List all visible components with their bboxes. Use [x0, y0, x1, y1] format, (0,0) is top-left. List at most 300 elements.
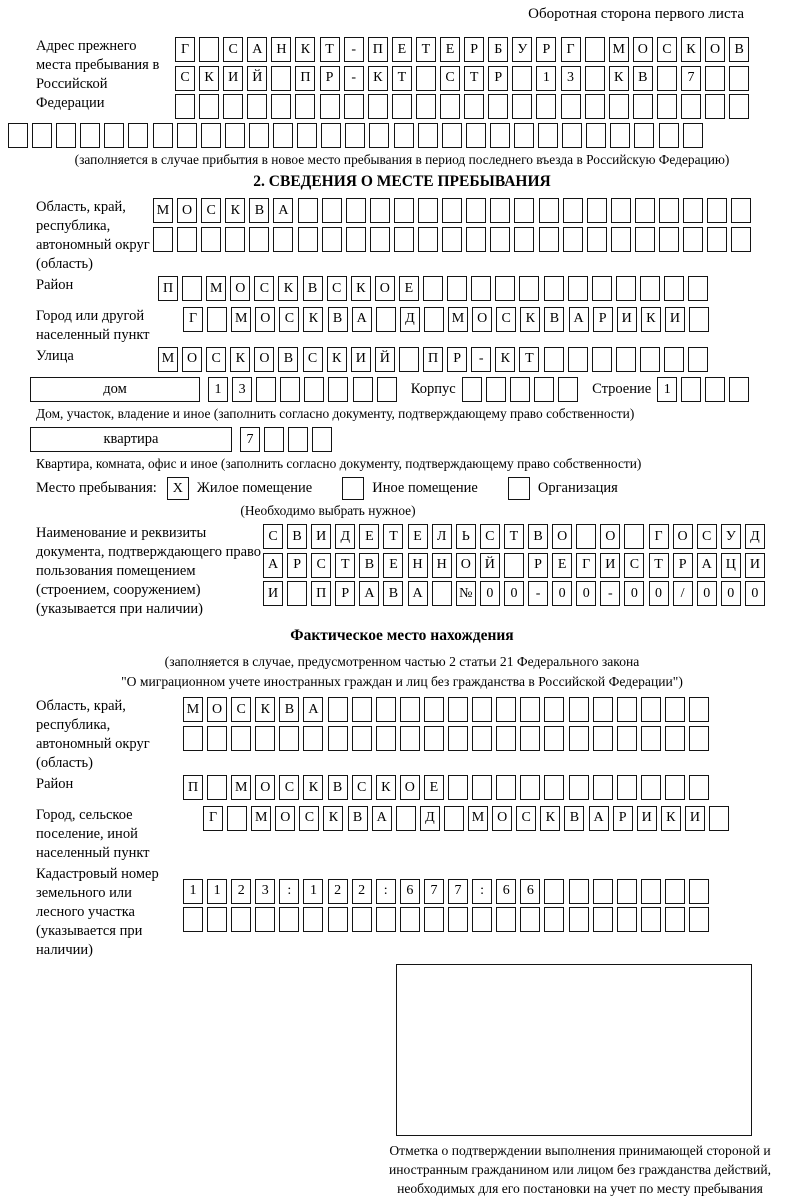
- char-box[interactable]: [370, 227, 390, 252]
- char-box[interactable]: [346, 198, 366, 223]
- char-box[interactable]: -: [600, 581, 620, 606]
- char-box[interactable]: [731, 227, 751, 252]
- char-box[interactable]: [611, 198, 631, 223]
- char-box[interactable]: Е: [440, 37, 460, 62]
- char-box[interactable]: И: [600, 553, 620, 578]
- char-box[interactable]: Р: [673, 553, 693, 578]
- char-box[interactable]: Г: [576, 553, 596, 578]
- char-box[interactable]: П: [423, 347, 443, 372]
- char-box[interactable]: [207, 307, 227, 332]
- char-box[interactable]: С: [440, 66, 460, 91]
- char-box[interactable]: [641, 697, 661, 722]
- char-box[interactable]: [288, 427, 308, 452]
- char-box[interactable]: С: [201, 198, 221, 223]
- char-box[interactable]: В: [279, 697, 299, 722]
- char-box[interactable]: [705, 94, 725, 119]
- char-box[interactable]: Р: [335, 581, 355, 606]
- char-box[interactable]: [688, 276, 708, 301]
- char-box[interactable]: [586, 123, 606, 148]
- char-box[interactable]: [731, 198, 751, 223]
- char-box[interactable]: Н: [408, 553, 428, 578]
- char-box[interactable]: [297, 123, 317, 148]
- char-box[interactable]: [153, 227, 173, 252]
- char-box[interactable]: -: [344, 37, 364, 62]
- char-box[interactable]: [592, 276, 612, 301]
- char-box[interactable]: [399, 347, 419, 372]
- char-box[interactable]: 0: [624, 581, 644, 606]
- char-box[interactable]: [538, 123, 558, 148]
- char-box[interactable]: [287, 581, 307, 606]
- char-box[interactable]: 6: [520, 879, 540, 904]
- char-box[interactable]: [271, 94, 291, 119]
- char-box[interactable]: 6: [400, 879, 420, 904]
- char-box[interactable]: -: [528, 581, 548, 606]
- char-box[interactable]: [418, 227, 438, 252]
- char-box[interactable]: [544, 726, 564, 751]
- char-box[interactable]: У: [721, 524, 741, 549]
- char-box[interactable]: [328, 726, 348, 751]
- char-box[interactable]: [279, 726, 299, 751]
- char-box[interactable]: И: [351, 347, 371, 372]
- char-box[interactable]: -: [344, 66, 364, 91]
- char-box[interactable]: /: [673, 581, 693, 606]
- char-box[interactable]: [569, 775, 589, 800]
- char-box[interactable]: В: [278, 347, 298, 372]
- char-box[interactable]: [592, 347, 612, 372]
- char-box[interactable]: [442, 198, 462, 223]
- char-box[interactable]: [442, 227, 462, 252]
- char-box[interactable]: [104, 123, 124, 148]
- char-box[interactable]: [199, 37, 219, 62]
- char-box[interactable]: А: [303, 697, 323, 722]
- char-box[interactable]: [418, 123, 438, 148]
- char-box[interactable]: [416, 94, 436, 119]
- char-box[interactable]: [352, 697, 372, 722]
- char-box[interactable]: [369, 123, 389, 148]
- char-box[interactable]: [659, 123, 679, 148]
- char-box[interactable]: [255, 907, 275, 932]
- char-box[interactable]: [544, 347, 564, 372]
- char-box[interactable]: [569, 697, 589, 722]
- char-box[interactable]: [207, 726, 227, 751]
- char-box[interactable]: М: [206, 276, 226, 301]
- char-box[interactable]: [199, 94, 219, 119]
- char-box[interactable]: [392, 94, 412, 119]
- char-box[interactable]: Й: [480, 553, 500, 578]
- char-box[interactable]: [520, 775, 540, 800]
- char-box[interactable]: [657, 66, 677, 91]
- char-box[interactable]: [689, 775, 709, 800]
- char-box[interactable]: Г: [175, 37, 195, 62]
- char-box[interactable]: 0: [504, 581, 524, 606]
- char-box[interactable]: К: [278, 276, 298, 301]
- char-box[interactable]: [683, 227, 703, 252]
- char-box[interactable]: [440, 94, 460, 119]
- char-box[interactable]: А: [247, 37, 267, 62]
- char-box[interactable]: [280, 377, 300, 402]
- char-box[interactable]: [486, 377, 506, 402]
- char-box[interactable]: 3: [232, 377, 252, 402]
- char-box[interactable]: Р: [613, 806, 633, 831]
- char-box[interactable]: И: [685, 806, 705, 831]
- char-box[interactable]: [641, 726, 661, 751]
- checkbox-other-premises[interactable]: [342, 477, 364, 500]
- char-box[interactable]: [617, 775, 637, 800]
- char-box[interactable]: [640, 347, 660, 372]
- char-box[interactable]: В: [528, 524, 548, 549]
- char-box[interactable]: С: [352, 775, 372, 800]
- char-box[interactable]: [587, 227, 607, 252]
- char-box[interactable]: :: [472, 879, 492, 904]
- char-box[interactable]: [303, 726, 323, 751]
- char-box[interactable]: [496, 775, 516, 800]
- char-box[interactable]: [448, 697, 468, 722]
- char-box[interactable]: А: [359, 581, 379, 606]
- char-box[interactable]: [616, 276, 636, 301]
- char-box[interactable]: [609, 94, 629, 119]
- char-box[interactable]: Т: [392, 66, 412, 91]
- char-box[interactable]: О: [673, 524, 693, 549]
- char-box[interactable]: [514, 227, 534, 252]
- char-box[interactable]: [562, 123, 582, 148]
- char-box[interactable]: А: [352, 307, 372, 332]
- char-box[interactable]: [539, 198, 559, 223]
- char-box[interactable]: Е: [399, 276, 419, 301]
- char-box[interactable]: [729, 66, 749, 91]
- char-box[interactable]: [585, 66, 605, 91]
- char-box[interactable]: [488, 94, 508, 119]
- apartment-type-box[interactable]: [30, 427, 232, 452]
- char-box[interactable]: Т: [519, 347, 539, 372]
- char-box[interactable]: С: [657, 37, 677, 62]
- char-box[interactable]: 2: [328, 879, 348, 904]
- char-box[interactable]: [610, 123, 630, 148]
- char-box[interactable]: 0: [552, 581, 572, 606]
- char-box[interactable]: С: [516, 806, 536, 831]
- char-box[interactable]: [514, 123, 534, 148]
- char-box[interactable]: Г: [203, 806, 223, 831]
- char-box[interactable]: -: [471, 347, 491, 372]
- char-box[interactable]: К: [540, 806, 560, 831]
- char-box[interactable]: [352, 726, 372, 751]
- char-box[interactable]: С: [303, 347, 323, 372]
- char-box[interactable]: [8, 123, 28, 148]
- char-box[interactable]: 1: [536, 66, 556, 91]
- char-box[interactable]: [279, 907, 299, 932]
- char-box[interactable]: [448, 726, 468, 751]
- char-box[interactable]: [472, 775, 492, 800]
- char-box[interactable]: [510, 377, 530, 402]
- char-box[interactable]: П: [295, 66, 315, 91]
- char-box[interactable]: С: [206, 347, 226, 372]
- char-box[interactable]: [688, 347, 708, 372]
- char-box[interactable]: [424, 907, 444, 932]
- char-box[interactable]: А: [408, 581, 428, 606]
- char-box[interactable]: 1: [657, 377, 677, 402]
- checkbox-organization[interactable]: [508, 477, 530, 500]
- char-box[interactable]: К: [295, 37, 315, 62]
- char-box[interactable]: [472, 907, 492, 932]
- char-box[interactable]: Р: [536, 37, 556, 62]
- char-box[interactable]: О: [633, 37, 653, 62]
- char-box[interactable]: [448, 775, 468, 800]
- char-box[interactable]: О: [275, 806, 295, 831]
- char-box[interactable]: [183, 907, 203, 932]
- char-box[interactable]: Т: [504, 524, 524, 549]
- char-box[interactable]: [321, 123, 341, 148]
- char-box[interactable]: О: [492, 806, 512, 831]
- char-box[interactable]: [568, 347, 588, 372]
- char-box[interactable]: [328, 377, 348, 402]
- char-box[interactable]: А: [372, 806, 392, 831]
- char-box[interactable]: О: [254, 347, 274, 372]
- char-box[interactable]: [633, 94, 653, 119]
- char-box[interactable]: А: [263, 553, 283, 578]
- char-box[interactable]: [353, 377, 373, 402]
- char-box[interactable]: [264, 427, 284, 452]
- char-box[interactable]: [641, 775, 661, 800]
- char-box[interactable]: Б: [488, 37, 508, 62]
- char-box[interactable]: [611, 227, 631, 252]
- char-box[interactable]: И: [263, 581, 283, 606]
- char-box[interactable]: [472, 697, 492, 722]
- char-box[interactable]: [376, 307, 396, 332]
- char-box[interactable]: [514, 198, 534, 223]
- char-box[interactable]: Д: [420, 806, 440, 831]
- char-box[interactable]: [328, 907, 348, 932]
- char-box[interactable]: [56, 123, 76, 148]
- char-box[interactable]: В: [249, 198, 269, 223]
- char-box[interactable]: Р: [488, 66, 508, 91]
- char-box[interactable]: [689, 879, 709, 904]
- char-box[interactable]: [377, 377, 397, 402]
- char-box[interactable]: [466, 123, 486, 148]
- char-box[interactable]: [707, 198, 727, 223]
- char-box[interactable]: [665, 907, 685, 932]
- char-box[interactable]: Р: [528, 553, 548, 578]
- char-box[interactable]: [536, 94, 556, 119]
- char-box[interactable]: М: [468, 806, 488, 831]
- char-box[interactable]: [177, 227, 197, 252]
- char-box[interactable]: Е: [552, 553, 572, 578]
- char-box[interactable]: Г: [561, 37, 581, 62]
- char-box[interactable]: К: [255, 697, 275, 722]
- char-box[interactable]: [616, 347, 636, 372]
- char-box[interactable]: Т: [649, 553, 669, 578]
- char-box[interactable]: [256, 377, 276, 402]
- char-box[interactable]: Т: [335, 553, 355, 578]
- char-box[interactable]: М: [609, 37, 629, 62]
- char-box[interactable]: В: [328, 775, 348, 800]
- char-box[interactable]: [490, 198, 510, 223]
- char-box[interactable]: Е: [408, 524, 428, 549]
- char-box[interactable]: [394, 198, 414, 223]
- char-box[interactable]: [681, 377, 701, 402]
- char-box[interactable]: Р: [447, 347, 467, 372]
- char-box[interactable]: О: [230, 276, 250, 301]
- char-box[interactable]: [576, 524, 596, 549]
- char-box[interactable]: 1: [207, 879, 227, 904]
- char-box[interactable]: [512, 94, 532, 119]
- char-box[interactable]: [255, 726, 275, 751]
- char-box[interactable]: С: [299, 806, 319, 831]
- char-box[interactable]: [617, 879, 637, 904]
- char-box[interactable]: С: [279, 775, 299, 800]
- char-box[interactable]: О: [207, 697, 227, 722]
- char-box[interactable]: О: [182, 347, 202, 372]
- char-box[interactable]: [683, 123, 703, 148]
- char-box[interactable]: Р: [464, 37, 484, 62]
- char-box[interactable]: Й: [375, 347, 395, 372]
- char-box[interactable]: В: [729, 37, 749, 62]
- char-box[interactable]: [394, 123, 414, 148]
- char-box[interactable]: [490, 123, 510, 148]
- char-box[interactable]: Т: [383, 524, 403, 549]
- char-box[interactable]: Р: [287, 553, 307, 578]
- char-box[interactable]: С: [327, 276, 347, 301]
- char-box[interactable]: 7: [240, 427, 260, 452]
- char-box[interactable]: М: [153, 198, 173, 223]
- char-box[interactable]: 3: [561, 66, 581, 91]
- char-box[interactable]: К: [495, 347, 515, 372]
- char-box[interactable]: О: [177, 198, 197, 223]
- char-box[interactable]: Ц: [721, 553, 741, 578]
- char-box[interactable]: И: [617, 307, 637, 332]
- char-box[interactable]: [400, 907, 420, 932]
- char-box[interactable]: [665, 775, 685, 800]
- char-box[interactable]: Н: [432, 553, 452, 578]
- char-box[interactable]: [394, 227, 414, 252]
- char-box[interactable]: Е: [383, 553, 403, 578]
- char-box[interactable]: [635, 227, 655, 252]
- char-box[interactable]: [183, 726, 203, 751]
- char-box[interactable]: [569, 907, 589, 932]
- char-box[interactable]: [345, 123, 365, 148]
- char-box[interactable]: 2: [352, 879, 372, 904]
- char-box[interactable]: [585, 37, 605, 62]
- char-box[interactable]: [466, 227, 486, 252]
- char-box[interactable]: [496, 697, 516, 722]
- char-box[interactable]: Е: [424, 775, 444, 800]
- char-box[interactable]: К: [225, 198, 245, 223]
- char-box[interactable]: И: [665, 307, 685, 332]
- char-box[interactable]: Р: [320, 66, 340, 91]
- char-box[interactable]: Й: [247, 66, 267, 91]
- char-box[interactable]: С: [697, 524, 717, 549]
- char-box[interactable]: 1: [183, 879, 203, 904]
- char-box[interactable]: [534, 377, 554, 402]
- char-box[interactable]: [416, 66, 436, 91]
- char-box[interactable]: И: [745, 553, 765, 578]
- char-box[interactable]: В: [328, 307, 348, 332]
- char-box[interactable]: [298, 198, 318, 223]
- char-box[interactable]: [231, 726, 251, 751]
- char-box[interactable]: [249, 123, 269, 148]
- char-box[interactable]: Р: [593, 307, 613, 332]
- char-box[interactable]: У: [512, 37, 532, 62]
- char-box[interactable]: [568, 276, 588, 301]
- char-box[interactable]: К: [641, 307, 661, 332]
- char-box[interactable]: С: [263, 524, 283, 549]
- char-box[interactable]: [683, 198, 703, 223]
- char-box[interactable]: В: [383, 581, 403, 606]
- char-box[interactable]: [709, 806, 729, 831]
- char-box[interactable]: [223, 94, 243, 119]
- char-box[interactable]: М: [158, 347, 178, 372]
- char-box[interactable]: [635, 198, 655, 223]
- char-box[interactable]: [322, 227, 342, 252]
- char-box[interactable]: [444, 806, 464, 831]
- char-box[interactable]: С: [231, 697, 251, 722]
- char-box[interactable]: [328, 697, 348, 722]
- char-box[interactable]: [705, 377, 725, 402]
- char-box[interactable]: [593, 879, 613, 904]
- char-box[interactable]: 7: [448, 879, 468, 904]
- char-box[interactable]: [182, 276, 202, 301]
- char-box[interactable]: Е: [392, 37, 412, 62]
- char-box[interactable]: [177, 123, 197, 148]
- checkbox-residential[interactable]: X: [167, 477, 189, 500]
- char-box[interactable]: [490, 227, 510, 252]
- char-box[interactable]: П: [183, 775, 203, 800]
- char-box[interactable]: [624, 524, 644, 549]
- char-box[interactable]: 1: [208, 377, 228, 402]
- char-box[interactable]: [544, 276, 564, 301]
- char-box[interactable]: [665, 879, 685, 904]
- char-box[interactable]: [447, 276, 467, 301]
- char-box[interactable]: П: [158, 276, 178, 301]
- char-box[interactable]: [322, 198, 342, 223]
- char-box[interactable]: 0: [576, 581, 596, 606]
- char-box[interactable]: [659, 227, 679, 252]
- char-box[interactable]: [593, 726, 613, 751]
- char-box[interactable]: [544, 879, 564, 904]
- char-box[interactable]: [569, 879, 589, 904]
- char-box[interactable]: [563, 198, 583, 223]
- char-box[interactable]: [561, 94, 581, 119]
- char-box[interactable]: [617, 907, 637, 932]
- char-box[interactable]: К: [323, 806, 343, 831]
- char-box[interactable]: [32, 123, 52, 148]
- char-box[interactable]: [569, 726, 589, 751]
- char-box[interactable]: [231, 907, 251, 932]
- char-box[interactable]: М: [231, 307, 251, 332]
- char-box[interactable]: [705, 66, 725, 91]
- char-box[interactable]: 6: [496, 879, 516, 904]
- char-box[interactable]: 7: [681, 66, 701, 91]
- char-box[interactable]: [80, 123, 100, 148]
- char-box[interactable]: 1: [303, 879, 323, 904]
- char-box[interactable]: П: [311, 581, 331, 606]
- char-box[interactable]: [128, 123, 148, 148]
- char-box[interactable]: О: [600, 524, 620, 549]
- char-box[interactable]: О: [705, 37, 725, 62]
- char-box[interactable]: [466, 198, 486, 223]
- char-box[interactable]: [273, 123, 293, 148]
- char-box[interactable]: [400, 697, 420, 722]
- char-box[interactable]: [617, 697, 637, 722]
- char-box[interactable]: О: [400, 775, 420, 800]
- char-box[interactable]: [659, 198, 679, 223]
- char-box[interactable]: М: [231, 775, 251, 800]
- char-box[interactable]: [539, 227, 559, 252]
- char-box[interactable]: [304, 377, 324, 402]
- char-box[interactable]: О: [552, 524, 572, 549]
- char-box[interactable]: [418, 198, 438, 223]
- char-box[interactable]: П: [368, 37, 388, 62]
- char-box[interactable]: О: [456, 553, 476, 578]
- char-box[interactable]: [376, 697, 396, 722]
